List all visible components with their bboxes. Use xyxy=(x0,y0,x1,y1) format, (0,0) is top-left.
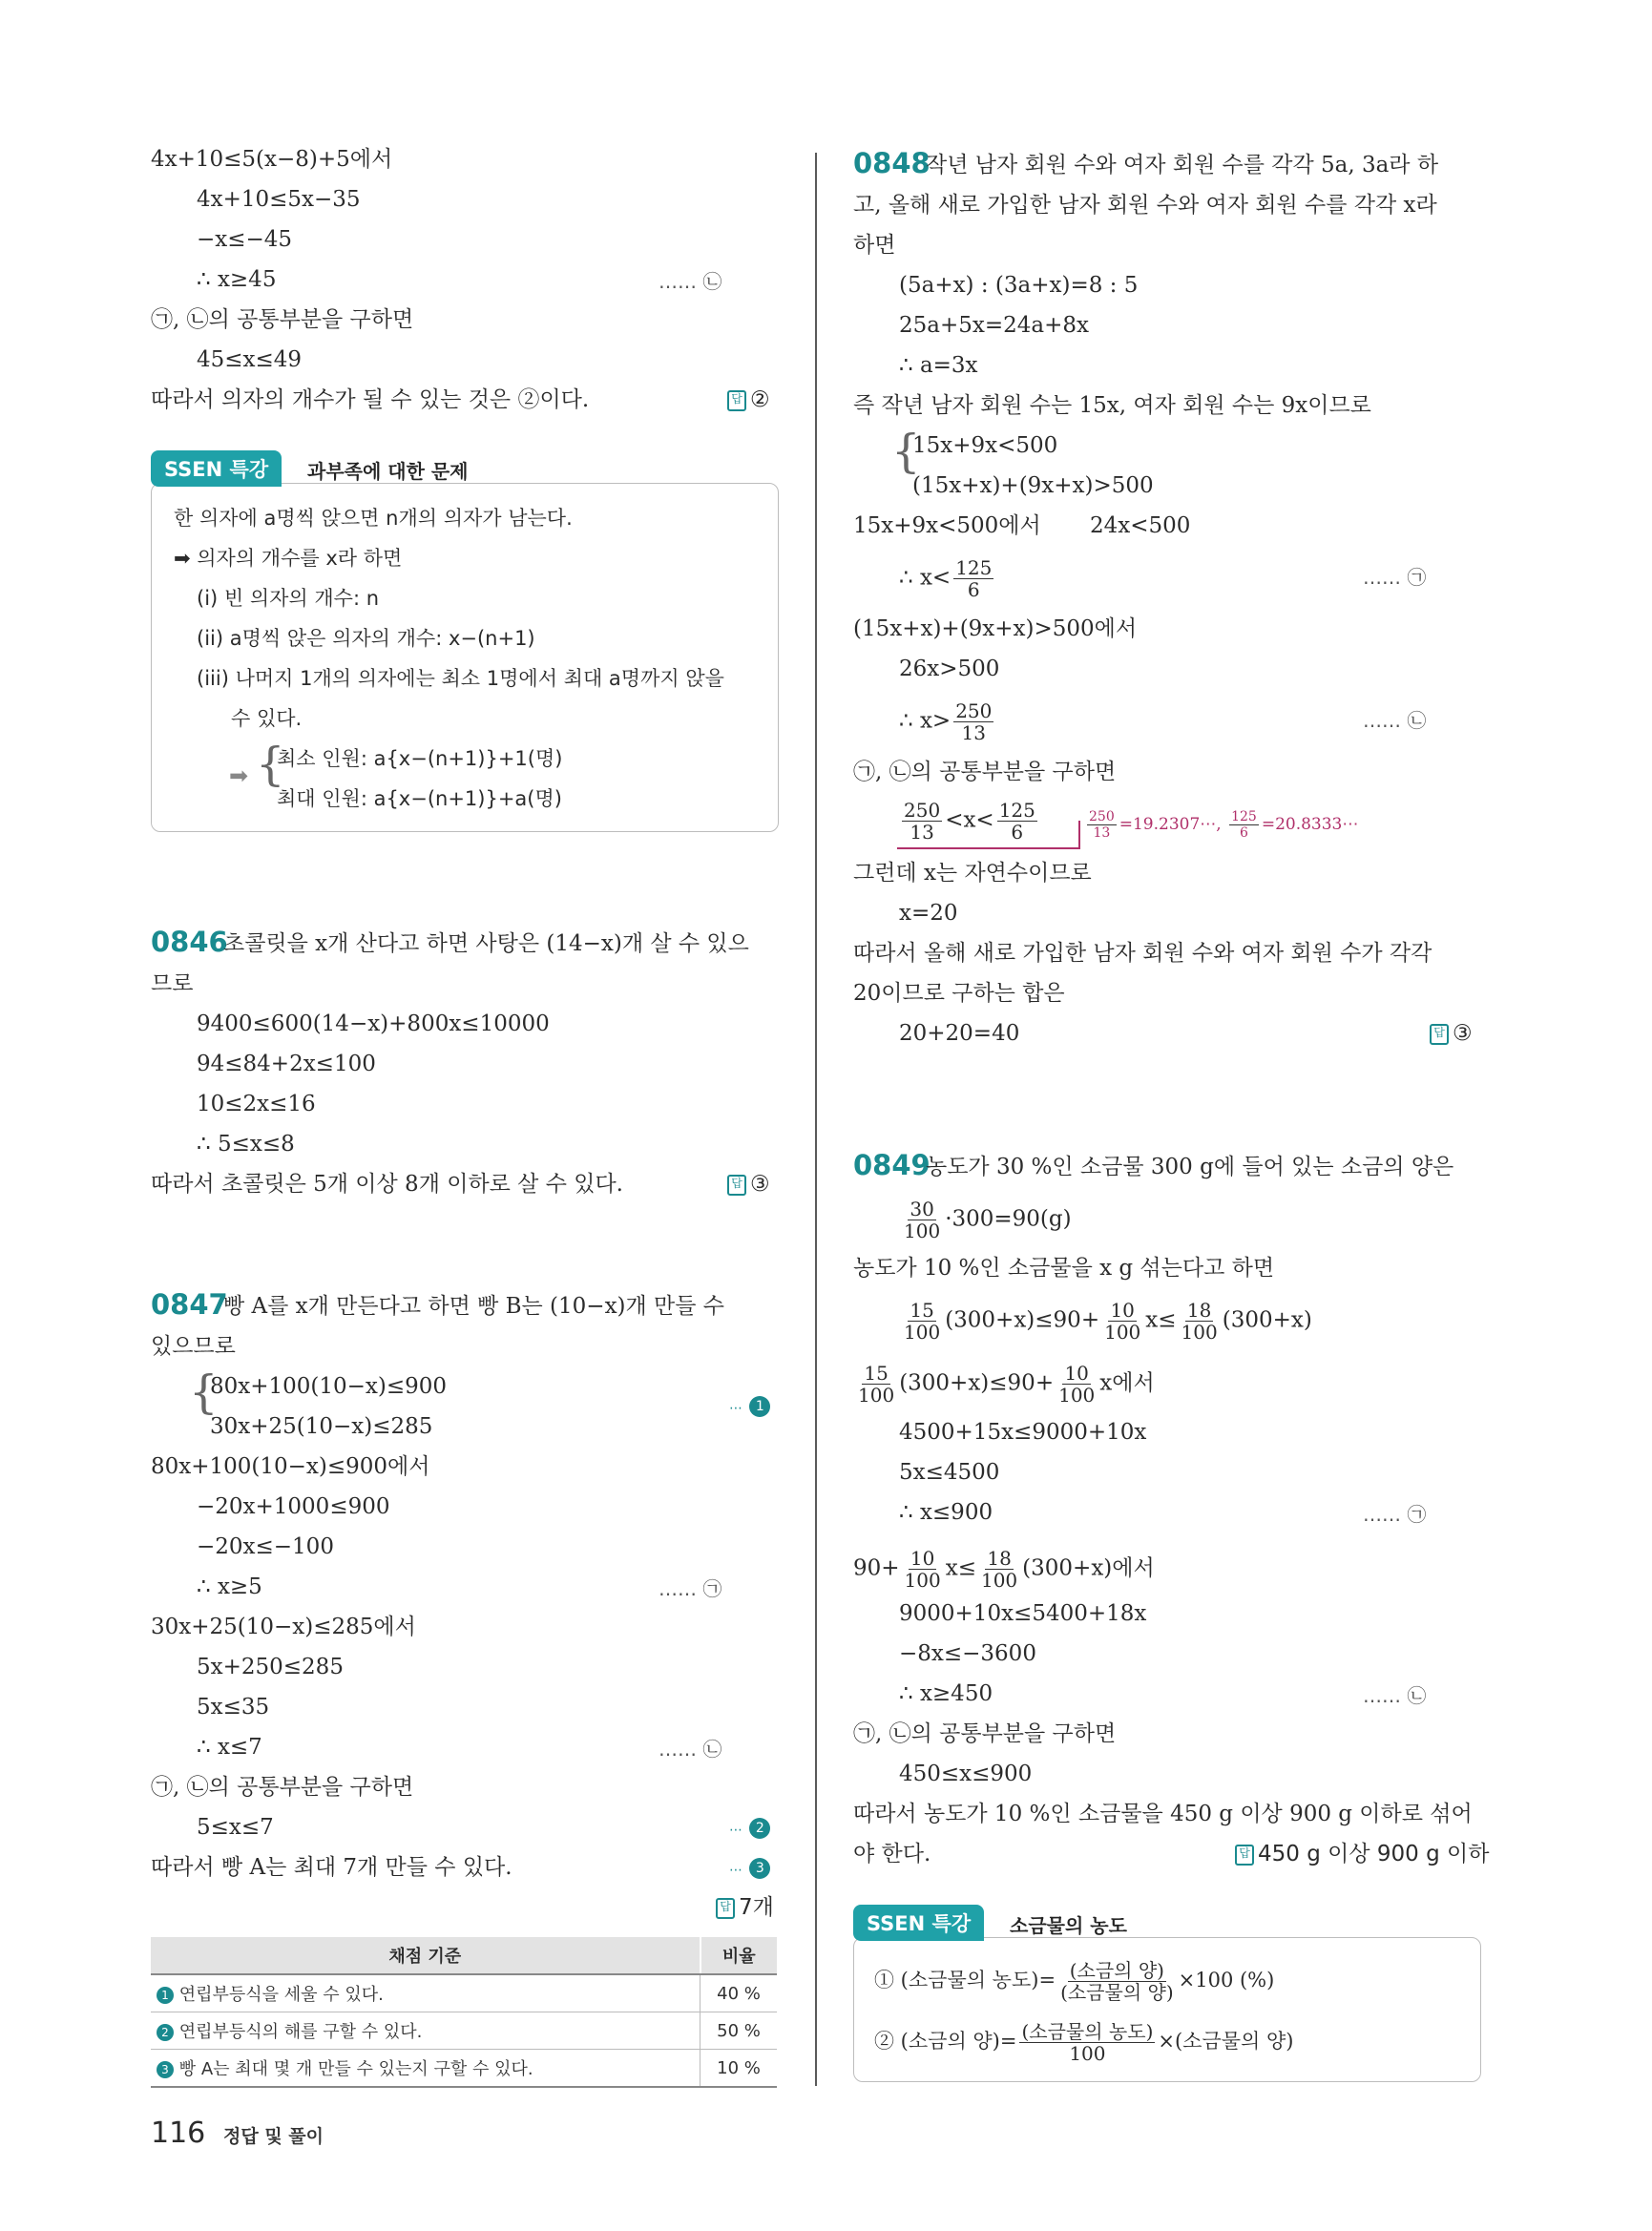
table-header-row xyxy=(151,1937,777,1974)
step-marker: ⋯ 1 xyxy=(729,1391,770,1423)
text-line: (15x+x)+(9x+x)>500에서 xyxy=(853,616,1138,641)
ssen-line: 수 있다. xyxy=(231,707,303,730)
math-line: $\frac{15}{100}$ (300+x)≤90+ $\frac{10}{100}$ x에서 xyxy=(858,1362,1155,1407)
circle-marker: …… ㉠ xyxy=(1363,1503,1427,1526)
footer-label: 정답 및 풀이 xyxy=(223,2126,324,2147)
text-line: 따라서 빵 A는 최대 7개 만들 수 있다. xyxy=(151,1855,512,1880)
ssen-line: (i) 빈 의자의 개수: n xyxy=(197,587,380,610)
annotation: $\frac{250}{13}$ =19.2307⋯, $\frac{125}{6}$ =20.8333⋯ xyxy=(1089,809,1359,841)
math-line: 90+ $\frac{10}{100}$ x≤ $\frac{18}{100}$ (300+x)에서 xyxy=(853,1547,1155,1592)
text-line: 80x+100(10−x)≤900에서 xyxy=(151,1454,430,1479)
text-line: 9400≤600(14−x)+800x≤10000 xyxy=(197,1011,550,1036)
text-line: ∴ x≤900 xyxy=(899,1500,993,1525)
text-line: 15x+9x<500 xyxy=(912,433,1058,458)
text-line: 20이므로 구하는 합은 xyxy=(853,981,1065,1006)
text-line: 10≤2x≤16 xyxy=(197,1092,316,1116)
text-line: ∴ x≥5 xyxy=(197,1574,262,1599)
text-line: 5x+250≤285 xyxy=(197,1655,344,1679)
answer: 답 ③ xyxy=(1430,1019,1473,1048)
text-line: 야 한다. xyxy=(853,1842,931,1866)
formula-line: ① (소금물의 농도)= $\frac{\text{(소금의 양)}}{\text{(소금물의 양)}}$ ×100 (%) xyxy=(874,1959,1275,2004)
answer-icon: 답 xyxy=(727,390,746,411)
underline xyxy=(897,847,1078,849)
brace-icon: { xyxy=(891,425,921,478)
text-line: 26x>500 xyxy=(899,657,1000,681)
circle-marker: …… ㉠ xyxy=(1363,566,1427,589)
text-line: 4x+10≤5x−35 xyxy=(197,187,361,212)
fraction: $\frac{125}{6}$ xyxy=(998,799,1035,844)
text-line: 45≤x≤49 xyxy=(197,347,303,372)
answer-icon: 답 xyxy=(1430,1024,1449,1045)
circle-marker: …… ㉡ xyxy=(1363,709,1427,732)
text-line: (15x+x)+(9x+x)>500 xyxy=(912,473,1154,498)
math-line: ∴ x< $\frac{125}{6}$ xyxy=(899,556,993,601)
text-line: −20x≤−100 xyxy=(197,1534,334,1559)
fraction: $\frac{10}{100}$ xyxy=(1058,1362,1096,1407)
text-line: 고, 올해 새로 가입한 남자 회원 수와 여자 회원 수를 각각 x라 xyxy=(853,193,1437,218)
ssen-line: 최대 인원: a{x−(n+1)}+a(명) xyxy=(277,787,562,810)
text-line: 따라서 농도가 10 %인 소금물을 450 g 이상 900 g 이하로 섞어 xyxy=(853,1802,1473,1826)
ssen-line: ➡ 의자의 개수를 x라 하면 xyxy=(174,547,403,570)
step-badge: 1 xyxy=(157,1987,174,2004)
text-line: −20x+1000≤900 xyxy=(197,1494,390,1519)
fraction: $\frac{10}{100}$ xyxy=(904,1547,941,1592)
text-line: 농도가 30 %인 소금물 300 g에 들어 있는 소금의 양은 xyxy=(926,1155,1454,1179)
answer-icon: 답 xyxy=(716,1898,735,1919)
ssen-title: 소금물의 농도 xyxy=(1010,1914,1127,1937)
table-row xyxy=(151,2050,777,2088)
math-line: $\frac{30}{100}$ ·300=90(g) xyxy=(904,1198,1072,1242)
fraction: $\frac{\text{(소금의 양)}}{\text{(소금물의 양)}}$ xyxy=(1060,1959,1174,2004)
text-line: −x≤−45 xyxy=(197,227,293,252)
answer: 답 ② xyxy=(727,386,770,414)
text-line: 450≤x≤900 xyxy=(899,1762,1033,1786)
step-marker: ⋯ 2 xyxy=(729,1813,770,1845)
text-line: 있으므로 xyxy=(151,1334,236,1359)
text-line: 따라서 의자의 개수가 될 수 있는 것은 ②이다. xyxy=(151,387,590,412)
grading-table xyxy=(151,1937,777,2088)
answer: 답 7개 xyxy=(716,1893,774,1922)
step-badge: 3 xyxy=(157,2061,174,2078)
brace-icon: { xyxy=(189,1366,219,1419)
table-header: 비율 xyxy=(701,1937,777,1974)
text-line: 5x≤35 xyxy=(197,1695,270,1720)
text-line: 15x+9x<500에서 xyxy=(853,513,1041,538)
text-line: 5x≤4500 xyxy=(899,1460,1000,1485)
fraction: $\frac{18}{100}$ xyxy=(1181,1299,1218,1344)
table-row xyxy=(151,2012,777,2050)
circle-marker: …… ㉠ xyxy=(659,1577,722,1600)
text-line: 4500+15x≤9000+10x xyxy=(899,1420,1147,1445)
text-line: 따라서 초콜릿은 5개 이상 8개 이하로 살 수 있다. xyxy=(151,1172,623,1197)
ssen-line: (ii) a명씩 앉은 의자의 개수: x−(n+1) xyxy=(197,627,535,650)
text-line: 30x+25(10−x)≤285 xyxy=(210,1414,433,1439)
answer: 답 450 g 이상 900 g 이하 xyxy=(1235,1840,1489,1868)
page-number: 116 xyxy=(151,2116,206,2150)
step-badge: 2 xyxy=(157,2024,174,2041)
text-line: 빵 A를 x개 만든다고 하면 빵 B는 (10−x)개 만들 수 xyxy=(223,1294,725,1319)
text-line: 농도가 10 %인 소금물을 x g 섞는다고 하면 xyxy=(853,1256,1275,1281)
step-marker: ⋯ 3 xyxy=(729,1853,770,1885)
ssen-line: (iii) 나머지 1개의 의자에는 최소 1명에서 최대 a명까지 앉을 xyxy=(197,667,724,690)
fraction: $\frac{250}{13}$ xyxy=(955,699,993,744)
text-line: ㉠, ㉡의 공통부분을 구하면 xyxy=(853,760,1117,784)
fraction: $\frac{30}{100}$ xyxy=(904,1198,941,1242)
text-line: 25a+5x=24a+8x xyxy=(899,313,1089,338)
math-line: ∴ x> $\frac{250}{13}$ xyxy=(899,699,993,744)
text-line: ∴ x≤7 xyxy=(197,1735,262,1760)
text-line: 80x+100(10−x)≤900 xyxy=(210,1374,448,1399)
text-line: 20+20=40 xyxy=(899,1021,1020,1046)
table-cell: 연립부등식의 해를 구할 수 있다. xyxy=(178,2022,423,2042)
table-header: 채점 기준 xyxy=(151,1937,701,1974)
text-line: (5a+x) : (3a+x)=8 : 5 xyxy=(899,273,1139,298)
fraction: $\frac{15}{100}$ xyxy=(858,1362,895,1407)
connector-line xyxy=(1078,821,1080,849)
text-line: ㉠, ㉡의 공통부분을 구하면 xyxy=(151,1775,414,1800)
text-line: ∴ a=3x xyxy=(899,353,978,378)
text-line: 24x<500 xyxy=(1090,513,1191,538)
table-cell: 빵 A는 최대 몇 개 만들 수 있는지 구할 수 있다. xyxy=(178,2059,533,2079)
fraction: $\frac{18}{100}$ xyxy=(980,1547,1018,1592)
ssen-line: 한 의자에 a명씩 앉으면 n개의 의자가 남는다. xyxy=(174,507,573,530)
ssen-tag: SSEN 특강 xyxy=(853,1905,984,1941)
text-line: ∴ x≥45 xyxy=(197,267,277,292)
answer: 답 ③ xyxy=(727,1170,770,1199)
text-line: ㉠, ㉡의 공통부분을 구하면 xyxy=(151,307,414,332)
problem-number: 0847 xyxy=(151,1288,228,1321)
answer-icon: 답 xyxy=(1235,1845,1254,1866)
fraction: $\frac{250}{13}$ xyxy=(904,799,941,844)
arrow-icon: ➡ xyxy=(229,762,249,789)
table-cell: 40 % xyxy=(701,1974,777,2012)
text-line: ㉠, ㉡의 공통부분을 구하면 xyxy=(853,1721,1117,1746)
text-line: 94≤84+2x≤100 xyxy=(197,1052,376,1076)
text-line: 즉 작년 남자 회원 수는 15x, 여자 회원 수는 9x이므로 xyxy=(853,393,1371,418)
fraction: $\frac{10}{100}$ xyxy=(1104,1299,1141,1344)
text-line: 4x+10≤5(x−8)+5에서 xyxy=(151,147,393,172)
brace-icon: { xyxy=(256,738,285,791)
fraction: $\frac{15}{100}$ xyxy=(904,1299,941,1344)
text-line: x=20 xyxy=(899,901,958,926)
table-cell: 10 % xyxy=(701,2050,777,2088)
text-line: 그런데 x는 자연수이므로 xyxy=(853,861,1092,886)
circle-marker: …… ㉡ xyxy=(659,1738,722,1761)
text-line: −8x≤−3600 xyxy=(899,1641,1036,1666)
text-line: 5≤x≤7 xyxy=(197,1815,274,1840)
text-line: ∴ x≥450 xyxy=(899,1681,993,1706)
problem-number: 0846 xyxy=(151,926,228,958)
answer-icon: 답 xyxy=(727,1175,746,1196)
text-line: 초콜릿을 x개 산다고 하면 사탕은 (14−x)개 살 수 있으 xyxy=(223,931,749,956)
table-cell: 50 % xyxy=(701,2012,777,2050)
problem-number: 0849 xyxy=(853,1149,931,1181)
math-line: $\frac{15}{100}$ (300+x)≤90+ $\frac{10}{100}$ x≤ $\frac{18}{100}$ (300+x) xyxy=(904,1299,1312,1344)
fraction: $\frac{125}{6}$ xyxy=(955,556,993,601)
formula-line: ② (소금의 양)= $\frac{\text{(소금물의 농도)}}{100}$ ×(소금물의 양) xyxy=(874,2020,1294,2065)
fraction: $\frac{\text{(소금물의 농도)}}{100}$ xyxy=(1021,2020,1154,2065)
ssen-tag: SSEN 특강 xyxy=(151,450,282,487)
text-line: ∴ 5≤x≤8 xyxy=(197,1132,295,1157)
ssen-line: 최소 인원: a{x−(n+1)}+1(명) xyxy=(277,747,563,770)
text-line: 작년 남자 회원 수와 여자 회원 수를 각각 5a, 3a라 하 xyxy=(926,153,1439,177)
text-line: 하면 xyxy=(853,233,896,258)
table-cell: 연립부등식을 세울 수 있다. xyxy=(178,1985,384,2005)
text-line: 따라서 올해 새로 가입한 남자 회원 수와 여자 회원 수가 각각 xyxy=(853,941,1432,966)
problem-number: 0848 xyxy=(853,147,931,179)
circle-marker: …… ㉡ xyxy=(659,270,722,293)
math-line: $\frac{250}{13}$ <x< $\frac{125}{6}$ xyxy=(904,799,1035,844)
text-line: 9000+10x≤5400+18x xyxy=(899,1601,1147,1626)
text-line: 30x+25(10−x)≤285에서 xyxy=(151,1615,416,1639)
fraction: $\frac{250}{13}$ xyxy=(1089,809,1115,841)
ssen-title: 과부족에 대한 문제 xyxy=(307,460,469,483)
table-row xyxy=(151,1974,777,2012)
circle-marker: …… ㉡ xyxy=(1363,1684,1427,1707)
text-line: 므로 xyxy=(151,971,194,996)
column-divider xyxy=(815,153,817,2086)
fraction: $\frac{125}{6}$ xyxy=(1231,809,1257,841)
